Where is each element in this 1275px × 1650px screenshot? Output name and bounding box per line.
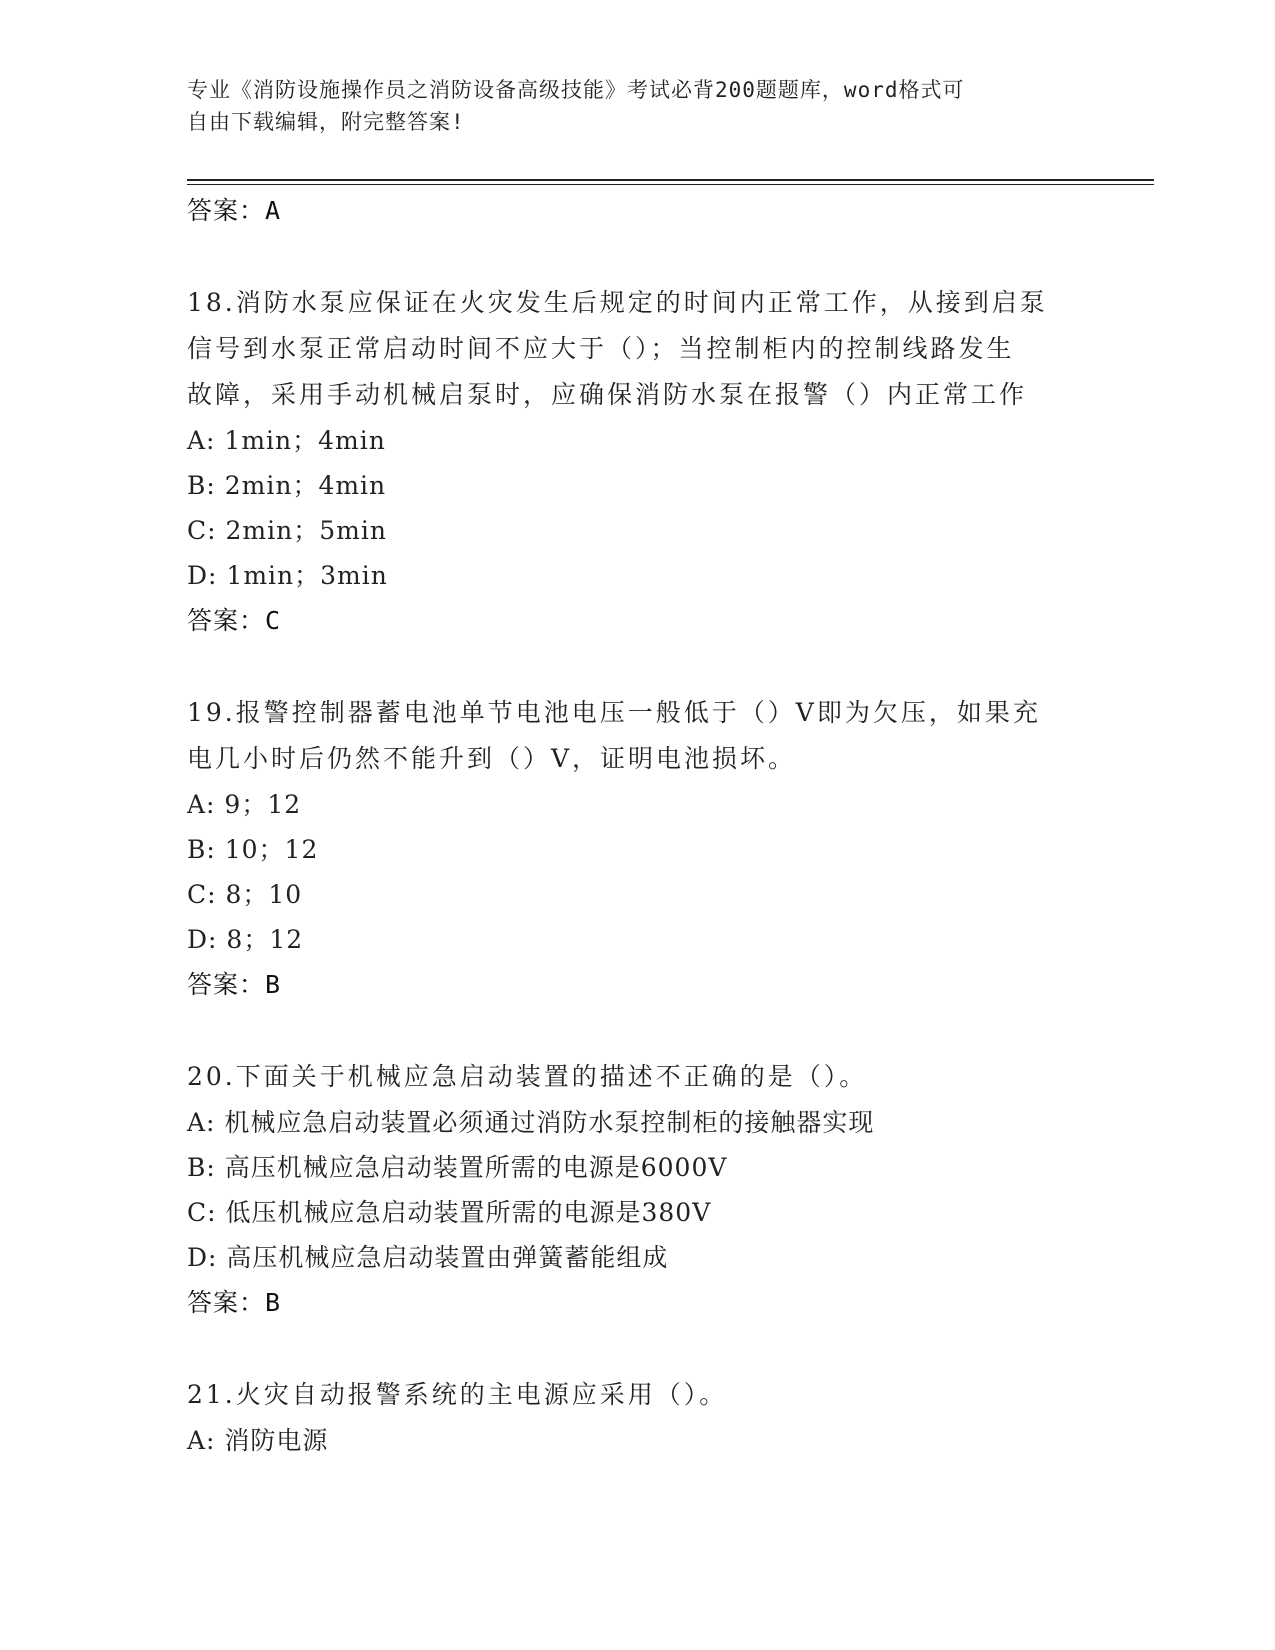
option-d: D: 1min；3min (187, 561, 388, 590)
question-text-line: 电几小时后仍然不能升到（）V，证明电池损坏。 (187, 744, 797, 773)
page-header (187, 74, 1087, 138)
header-line-1: 专业《消防设施操作员之消防设备高级技能》考试必背200题题库，word格式可 (187, 78, 965, 102)
answer-line: 答案：B (187, 1288, 282, 1317)
header-divider-thick (187, 179, 1154, 181)
option-c: C: 8；10 (187, 880, 303, 909)
question-18 (187, 280, 1087, 644)
option-a: A: 9；12 (187, 790, 302, 819)
answer-line: 答案：C (187, 606, 282, 635)
option-a: A: 1min；4min (187, 426, 386, 455)
option-c: C: 2min；5min (187, 516, 387, 545)
question-text-line: 信号到水泵正常启动时间不应大于（）；当控制柜内的控制线路发生 (187, 334, 1015, 363)
question-text-line: 故障，采用手动机械启泵时，应确保消防水泵在报警（）内正常工作 (187, 380, 1028, 409)
option-c: C: 低压机械应急启动装置所需的电源是380V (187, 1198, 712, 1227)
option-d: D: 高压机械应急启动装置由弹簧蓄能组成 (187, 1243, 669, 1272)
header-divider-thin (187, 184, 1154, 185)
option-a: A: 消防电源 (187, 1426, 329, 1455)
option-b: B: 高压机械应急启动装置所需的电源是6000V (187, 1153, 728, 1182)
question-text-line: 20.下面关于机械应急启动装置的描述不正确的是（）。 (187, 1062, 868, 1091)
question-text-line: 18.消防水泵应保证在火灾发生后规定的时间内正常工作，从接到启泵 (187, 288, 1048, 317)
question-list (187, 188, 1087, 1463)
question-text-line: 19.报警控制器蓄电池单节电池电压一般低于（）V即为欠压，如果充 (187, 698, 1041, 727)
header-line-2: 自由下载编辑，附完整答案! (187, 110, 465, 134)
answer-line: 答案：B (187, 970, 282, 999)
question-text-line: 21.火灾自动报警系统的主电源应采用（）。 (187, 1380, 728, 1409)
question-20 (187, 1054, 1087, 1326)
previous-answer: 答案：A (187, 196, 282, 225)
spacer (187, 644, 1087, 690)
question-21 (187, 1372, 1087, 1463)
option-a: A: 机械应急启动装置必须通过消防水泵控制柜的接触器实现 (187, 1108, 875, 1137)
spacer (187, 234, 1087, 280)
spacer (187, 1326, 1087, 1372)
option-b: B: 10；12 (187, 835, 319, 864)
option-d: D: 8；12 (187, 925, 304, 954)
option-b: B: 2min；4min (187, 471, 387, 500)
spacer (187, 1008, 1087, 1054)
question-19 (187, 690, 1087, 1008)
